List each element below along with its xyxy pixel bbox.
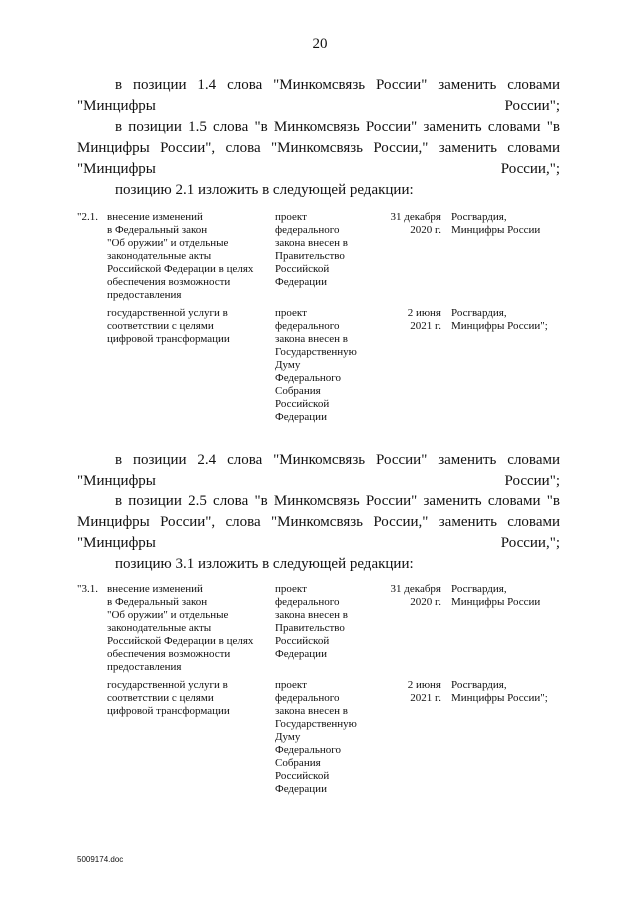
responsible: Росгвардия, Минцифры России"; [451,679,548,704]
table-row [77,679,567,803]
measure-description: государственной услуги в соответствии с целями цифровой трансформации [107,679,230,717]
measure-description: внесение изменений в Федеральный закон "Об оружии" и отдельные законодательные акты Российской Федерации в целях обеспечения возможности предоставления [107,211,254,301]
paragraph-3-1-intro: позицию 3.1 изложить в следующей редакции: [115,556,414,572]
paragraph-2-5: в позиции 2.5 слова "в Минкомсвязь России" заменить словами "в Минцифры России", слова "Минкомсвязь России," заменить словами "Минцифры России,"; [77,493,560,551]
measure-description: внесение изменений в Федеральный закон "Об оружии" и отдельные законодательные акты Российской Федерации в целях обеспечения возможности предоставления [107,583,254,673]
position-number: "2.1. [77,211,98,223]
page-number: 20 [312,36,328,52]
deadline: 31 декабря 2020 г. [390,583,441,608]
table-row [77,583,567,679]
position-3-1-table [77,583,567,803]
paragraph-2-4: в позиции 2.4 слова "Минкомсвязь России" заменить словами "Минцифры России"; [77,452,560,489]
table-row [77,211,567,307]
measure-description: государственной услуги в соответствии с целями цифровой трансформации [107,307,230,345]
responsible: Росгвардия, Минцифры России"; [451,307,548,332]
result-type: проект федерального закона внесен в Государственную Думу Федерального Собрания Российской Федерации [275,307,357,423]
deadline: 2 июня 2021 г. [407,679,441,704]
responsible: Росгвардия, Минцифры России [451,211,541,236]
result-type: проект федерального закона внесен в Правительство Российской Федерации [275,211,348,288]
responsible: Росгвардия, Минцифры России [451,583,541,608]
position-2-1-table [77,211,567,431]
paragraph-1-4: в позиции 1.4 слова "Минкомсвязь России" заменить словами "Минцифры России"; [77,77,560,114]
document-file-name: 5009174.doc [77,855,124,864]
position-number: "3.1. [77,583,98,595]
table-row [77,307,567,431]
result-type: проект федерального закона внесен в Правительство Российской Федерации [275,583,348,660]
result-type: проект федерального закона внесен в Государственную Думу Федерального Собрания Российской Федерации [275,679,357,795]
deadline: 2 июня 2021 г. [407,307,441,332]
paragraph-2-1-intro: позицию 2.1 изложить в следующей редакции: [115,182,414,198]
deadline: 31 декабря 2020 г. [390,211,441,236]
paragraph-1-5: в позиции 1.5 слова "в Минкомсвязь России" заменить словами "в Минцифры России", слова "Минкомсвязь России," заменить словами "Минцифры России,"; [77,119,560,177]
